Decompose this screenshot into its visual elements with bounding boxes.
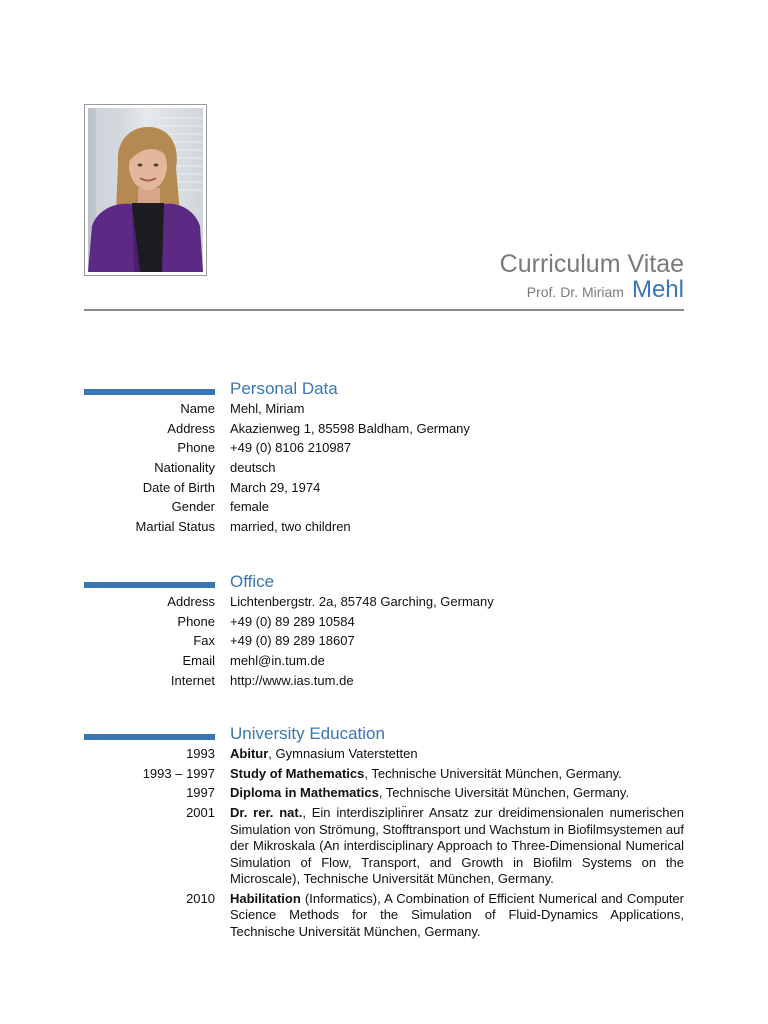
data-row <box>84 746 684 763</box>
data-row <box>84 614 684 631</box>
data-row <box>84 594 684 611</box>
row-label: 1993 <box>186 746 215 761</box>
row-value-bold: Habilitation <box>230 890 301 906</box>
data-row <box>84 766 684 783</box>
row-label: Email <box>182 653 215 669</box>
section-bar <box>84 389 215 395</box>
row-value-rest: (Informatics), A Combination of Efficient Numerical and Computer Science Methods for the Simulation of Fluid-Dynamics Applications, Technische Universität München, Germany. <box>230 890 684 939</box>
row-label: Gender <box>171 499 215 515</box>
row-label: Name <box>180 401 215 416</box>
data-row <box>84 633 684 650</box>
row-value-rest: , Technische Uiversität München, Germany. <box>378 785 630 801</box>
data-row <box>84 653 684 670</box>
row-value: female <box>230 499 270 515</box>
row-label: Phone <box>177 613 215 629</box>
cv-name <box>527 276 684 304</box>
row-value: deutsch <box>230 460 276 476</box>
personal-rows <box>84 401 684 539</box>
portrait-photo-frame <box>84 104 207 276</box>
data-row <box>84 519 684 536</box>
row-value: married, two children <box>230 519 351 535</box>
row-value-rest: , Technische Universität München, Germany. <box>364 765 622 781</box>
name-last: Mehl <box>631 276 684 303</box>
portrait-photo <box>88 108 203 272</box>
data-row <box>84 440 684 457</box>
row-value <box>230 766 684 783</box>
data-row <box>84 673 684 690</box>
row-value: +49 (0) 89 289 10584 <box>230 613 355 629</box>
row-value: Mehl, Miriam <box>230 401 305 416</box>
data-row <box>84 891 684 941</box>
data-row <box>84 421 684 438</box>
data-row <box>84 499 684 516</box>
row-value <box>230 805 684 888</box>
data-row <box>84 805 684 888</box>
row-value-bold: Dr. rer. nat. <box>230 805 303 821</box>
data-row <box>84 785 684 802</box>
row-label: Address <box>167 594 215 609</box>
section-title: University Education <box>230 724 385 743</box>
data-row <box>84 401 684 418</box>
section-bar <box>84 734 215 740</box>
row-value: http://www.ias.tum.de <box>230 672 354 688</box>
row-label: 2001 <box>186 805 215 821</box>
row-label: Address <box>167 420 215 436</box>
row-value-bold: Abitur <box>230 746 269 761</box>
row-value: +49 (0) 8106 210987 <box>230 440 352 456</box>
row-value: Akazienweg 1, 85598 Baldham, Germany <box>230 420 470 436</box>
row-value-bold: Study of Mathematics <box>230 765 365 781</box>
row-value-rest: , Ein interdisziplin̈rer Ansatz zur dreidimensionalen numerischen Simulation von Strömung, Stofftransport und Wachstum in Biofilmsystemen auf der Mikroskala (An interdisciplinary Approach to Three-Dimensional Numerical Simulation of Flow, Transport, and Growth in Biofilm Systems on the Microscale), Technische Universität München, Germany. <box>230 805 684 887</box>
row-value: +49 (0) 89 289 18607 <box>230 633 355 649</box>
row-label: 1997 <box>186 785 215 801</box>
row-label: Fax <box>193 633 215 649</box>
row-value: mehl@in.tum.de <box>230 653 325 669</box>
data-row <box>84 460 684 477</box>
row-value-rest: , Gymnasium Vaterstetten <box>268 746 418 761</box>
row-value: Lichtenbergstr. 2a, 85748 Garching, Germany <box>230 594 494 609</box>
row-value <box>230 746 684 763</box>
row-label: 2010 <box>186 890 215 906</box>
portrait-illustration <box>88 108 203 272</box>
section-title: Personal Data <box>230 379 338 398</box>
row-label: Phone <box>177 440 215 456</box>
section-bar <box>84 582 215 588</box>
office-rows <box>84 594 684 692</box>
row-value: March 29, 1974 <box>230 479 321 495</box>
cv-title: Curriculum Vitae <box>499 250 684 278</box>
row-label: Date of Birth <box>142 479 215 495</box>
header-rule <box>84 309 684 311</box>
row-label: 1993 – 1997 <box>142 765 215 781</box>
row-label: Nationality <box>154 460 215 476</box>
row-value <box>230 785 684 802</box>
row-label: Martial Status <box>135 519 215 535</box>
row-value-bold: Diploma in Mathematics <box>230 785 379 801</box>
row-label: Internet <box>170 672 215 688</box>
data-row <box>84 480 684 497</box>
section-title: Office <box>230 572 275 591</box>
education-rows <box>84 746 684 943</box>
name-prefix: Prof. Dr. Miriam <box>526 284 624 300</box>
row-value <box>230 891 684 941</box>
